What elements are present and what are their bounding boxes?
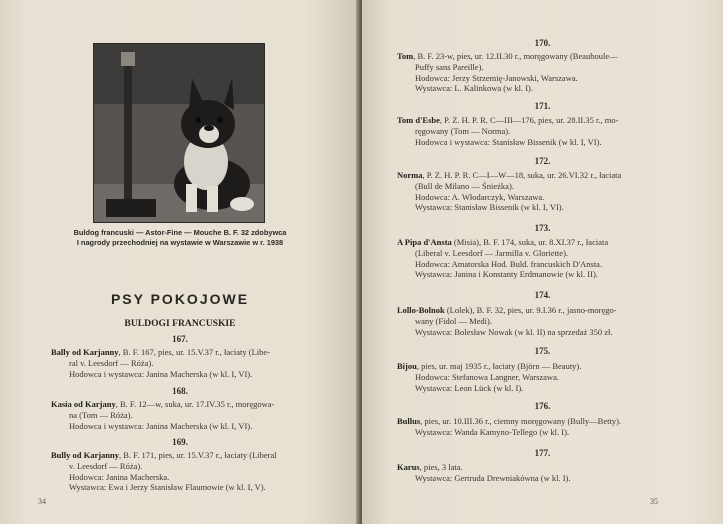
entry-number: 167. <box>172 334 188 344</box>
entry-text: , pies, 3 lata. <box>419 462 463 472</box>
entry-text: , pies, ur. 10.III.36 r., ciemny moręgowany (Bully—Betty). <box>420 416 622 426</box>
entry-number: 176. <box>534 401 551 411</box>
entry-text: na (Tom — Róża). <box>69 409 133 420</box>
dog-name: Lollo-Bolnok <box>397 305 445 315</box>
catalog-entry <box>397 115 707 147</box>
dog-name: Norma <box>397 170 423 180</box>
entry-text: Hodowca: Amatorska Hod. Buld. francuskich D'Ansta. <box>415 258 603 269</box>
dog-name: Bally od Karjanny <box>51 347 119 357</box>
catalog-entry <box>397 462 712 484</box>
page-number: 35 <box>650 497 658 506</box>
entry-text: Wystawca: Wanda Kamyno-Tellego (w kl. I). <box>415 426 570 437</box>
entry-text: Hodowca i wystawca: Janina Macherska (w kl. I, VI). <box>69 420 253 431</box>
entry-text: Wystawca: Ewa i Jerzy Stanisław Flaumowie (w kl. I, V). <box>69 482 266 493</box>
bulldog-illustration <box>94 44 264 222</box>
entry-number: 174. <box>534 290 551 300</box>
dog-name: Kasia od Karjany <box>51 399 116 409</box>
catalog-entry <box>51 347 341 379</box>
entry-text: ręgowany (Tom — Norma). <box>415 125 511 136</box>
entry-number: 168. <box>172 386 188 396</box>
photo-caption <box>60 228 300 248</box>
entry-text: v. Leesdorf — Róża). <box>69 460 143 471</box>
entry-text: , pies, ur. maj 1935 r., łaciaty (Björn — Beauty). <box>416 361 582 371</box>
entry-text: (Misia), B. F. 174, suka, ur. 8.XI.37 r., łaciata <box>451 237 609 247</box>
catalog-entry <box>397 170 707 213</box>
entry-text: Wystawca: Bolesław Nowak (w kl. II) na sprzedaż 350 zł. <box>415 326 613 337</box>
breed-title: BULDOGI FRANCUSKIE <box>124 318 236 329</box>
entry-text: (Bull de Milano — Śnieżka). <box>415 180 514 191</box>
catalog-entry <box>51 399 341 431</box>
entry-text: , B. F. 23-w, pies, ur. 12.II.30 r., moręgowany (Beauboule— <box>413 51 618 61</box>
entry-text: Hodowca: Stefanowa Langner, Warszawa. <box>415 371 559 382</box>
entry-text: (Liberal v. Leesdorf — Jarmilla v. Gloriette). <box>415 247 569 258</box>
catalog-entry <box>397 361 712 393</box>
dog-photo <box>93 43 265 223</box>
dog-name: Tom d'Esbe <box>397 115 440 125</box>
section-title: PSY POKOJOWE <box>110 291 250 307</box>
dog-name: A Pipa d'Ansta <box>397 237 452 247</box>
catalog-entry <box>397 305 712 337</box>
caption-line: Buldog francuski — Astor-Fine — Mouche B. F. 32 zdobywca <box>73 228 287 237</box>
entry-number: 169. <box>172 437 188 447</box>
entry-number: 171. <box>534 101 551 111</box>
entry-text: Hodowca: Janina Macherska. <box>69 471 170 482</box>
dog-name: Tom <box>397 51 414 61</box>
right-page <box>362 0 723 524</box>
entry-text: , B. F. 167, pies, ur. 15.V.37 r., łaciaty (Libe- <box>118 347 270 357</box>
dog-name: Bullus <box>397 416 421 426</box>
entry-text: wany (Fidol — Medi). <box>415 315 492 326</box>
catalog-entry <box>397 51 707 94</box>
entry-text: Wystawca: Leon Lück (w kl. I). <box>415 382 524 393</box>
entry-text: Hodowca: A. Włodarczyk, Warszawa. <box>415 191 545 202</box>
entry-text: ral v. Leesdorf — Róża). <box>69 357 154 368</box>
entry-number: 173. <box>534 223 551 233</box>
left-page <box>0 0 360 524</box>
entry-number: 170. <box>534 38 551 48</box>
page-number: 34 <box>38 497 46 506</box>
dog-name: Karus <box>397 462 420 472</box>
catalog-entry <box>51 450 346 493</box>
entry-text: Hodowca: Jerzy Strzemię-Janowski, Warszawa. <box>415 72 578 83</box>
entry-text: , B. F. 171, pies, ur. 15.V.37 r., łaciaty (Liberal <box>119 450 277 460</box>
catalog-entry <box>397 237 712 280</box>
entry-number: 175. <box>534 346 551 356</box>
catalog-entry <box>397 416 712 438</box>
entry-text: Wystawca: Gertruda Drewniakówna (w kl. I). <box>415 472 571 483</box>
entry-text: , P. Z. H. P. R. C—III—176, pies, ur. 28.II.35 r., mo- <box>439 115 619 125</box>
entry-text: Hodowca i wystawca: Janina Macherska (w kl. I, VI). <box>69 368 253 379</box>
entry-text: Hodowca i wystawca: Stanisław Bissenik (w kl. I, VI). <box>415 136 602 147</box>
dog-name: Bully od Karjanny <box>51 450 120 460</box>
entry-text: , P. Z. H. P. R. C—I—W—18, suka, ur. 26.VI.32 r., łaciata <box>422 170 622 180</box>
entry-number: 172. <box>534 156 551 166</box>
entry-text: Puffy sans Pareille). <box>415 61 484 72</box>
entry-text: Wystawca: Janina i Konstanty Erdmanowie (w kl. II). <box>415 269 598 280</box>
entry-text: , B. F. 12—w, suka, ur. 17.IV.35 r., moręgowa- <box>115 399 275 409</box>
entry-text: Wystawca: L. Kalinkowa (w kl. I). <box>415 83 533 94</box>
caption-line: I nagrody przechodniej na wystawie w Warszawie w r. 1938 <box>76 238 284 247</box>
entry-text: Wystawca: Stanisław Bissenik (w kl. I, VI). <box>415 202 564 213</box>
dog-name: Bijou <box>397 361 417 371</box>
entry-text: (Lolek), B. F. 32, pies, ur. 9.I.36 r., jasno-moręgo- <box>444 305 617 315</box>
entry-number: 177. <box>534 448 551 458</box>
